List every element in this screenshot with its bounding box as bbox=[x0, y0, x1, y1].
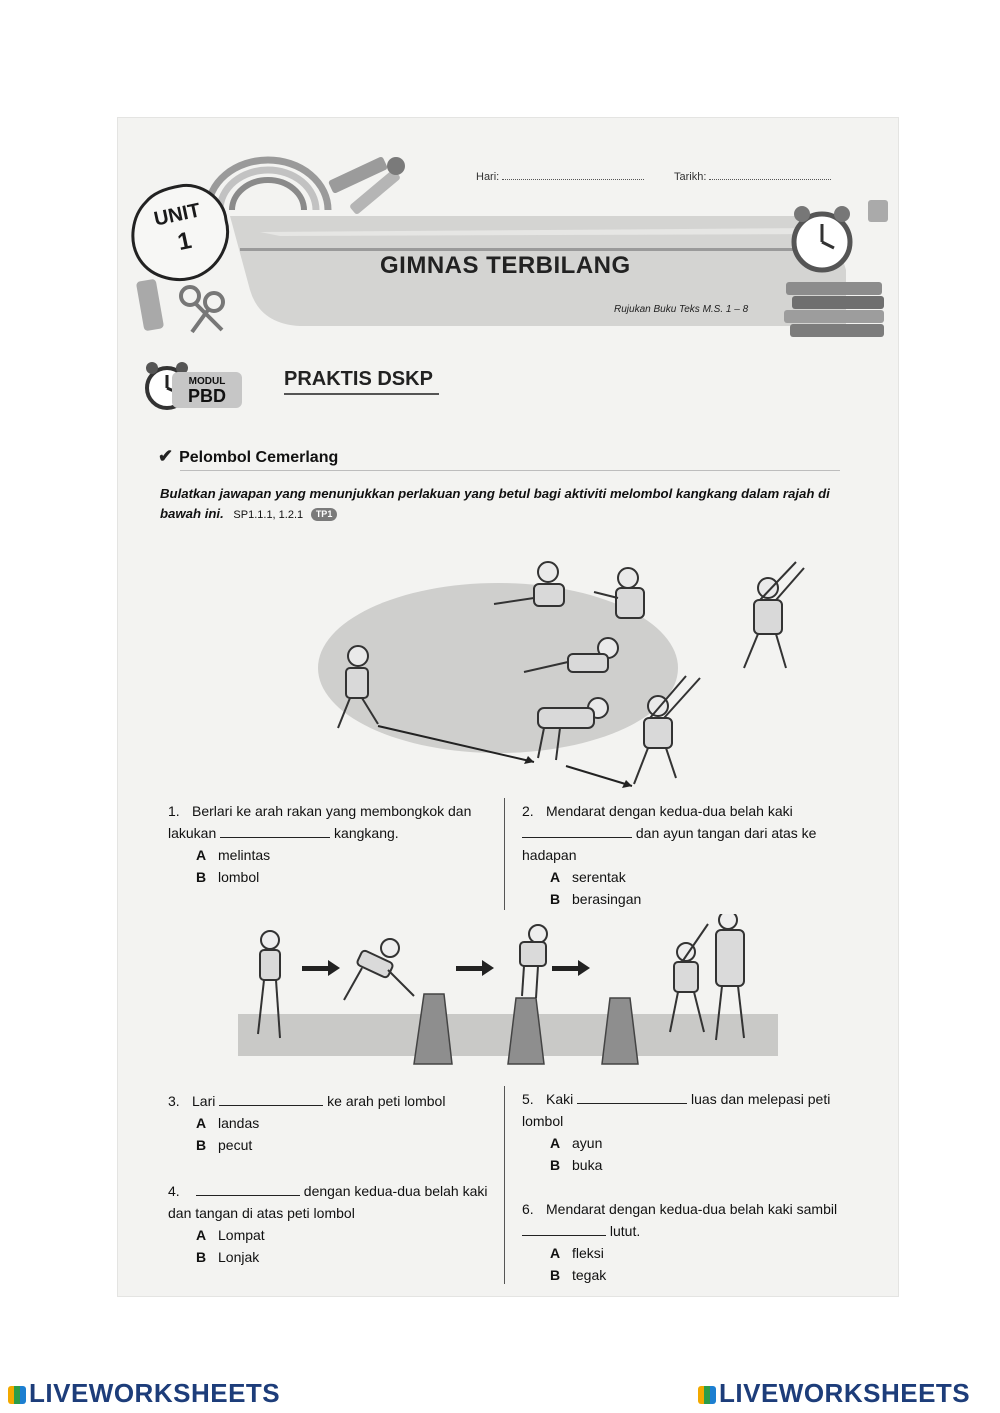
column-divider-top bbox=[504, 798, 505, 910]
q6-option-a[interactable]: A fleksi bbox=[550, 1245, 604, 1261]
checkmark-icon: ✔ bbox=[158, 446, 174, 466]
q6-option-b[interactable]: B tegak bbox=[550, 1267, 607, 1283]
leapfrog-illustration bbox=[298, 558, 818, 798]
q5-answer-blank[interactable] bbox=[577, 1090, 687, 1104]
worksheet-page bbox=[118, 118, 898, 1296]
instruction bbox=[160, 484, 850, 525]
textbook-reference: Rujukan Buku Teks M.S. 1 – 8 bbox=[614, 304, 749, 315]
q4-option-b[interactable]: B Lonjak bbox=[196, 1249, 260, 1265]
q3-text-after: ke arah peti lombol bbox=[327, 1093, 446, 1109]
hari-blank[interactable] bbox=[502, 170, 644, 180]
q5-option-b[interactable]: B buka bbox=[550, 1157, 603, 1173]
brand-right-text: LIVEWORKSHEETS bbox=[719, 1378, 971, 1408]
q6-text-before: Mendarat dengan kedua-dua belah kaki sambil bbox=[546, 1201, 838, 1217]
q5-text-after: luas dan melepasi peti lombol bbox=[522, 1091, 831, 1129]
q4-answer-blank[interactable] bbox=[196, 1182, 300, 1196]
q5-number: 5. bbox=[522, 1091, 534, 1107]
section-divider bbox=[180, 470, 840, 471]
q1-text-before: Berlari ke arah rakan yang membongkok dan lakukan bbox=[168, 803, 472, 841]
q2-number: 2. bbox=[522, 803, 534, 819]
q6-text-after: lutut. bbox=[609, 1223, 641, 1239]
vaulting-box-illustration bbox=[238, 914, 778, 1074]
q3-number: 3. bbox=[168, 1093, 180, 1109]
q4-text-after: dengan kedua-dua belah kaki dan tangan di atas peti lombol bbox=[168, 1183, 488, 1221]
q1-number: 1. bbox=[168, 803, 180, 819]
praktis-heading: PRAKTIS DSKP bbox=[284, 368, 439, 395]
crayon-scissors-decoration bbox=[130, 272, 240, 336]
q2-text-before: Mendarat dengan kedua-dua belah kaki bbox=[546, 803, 793, 819]
q5-text-before: Kaki bbox=[546, 1091, 574, 1107]
unit-label: UNIT bbox=[152, 199, 203, 231]
q1-answer-blank[interactable] bbox=[220, 824, 330, 838]
q1-option-a[interactable]: A melintas bbox=[196, 847, 271, 863]
question-6 bbox=[522, 1198, 852, 1286]
unit-badge bbox=[128, 180, 232, 286]
q2-answer-blank[interactable] bbox=[522, 824, 632, 838]
tp-badge: TP1 bbox=[311, 508, 338, 521]
q6-answer-blank[interactable] bbox=[522, 1222, 606, 1236]
unit-number: 1 bbox=[175, 226, 194, 257]
q3-text-before: Lari bbox=[192, 1093, 216, 1109]
page-title: GIMNAS TERBILANG bbox=[380, 252, 631, 279]
q2-text-after: dan ayun tangan dari atas ke hadapan bbox=[522, 825, 817, 863]
q3-option-a[interactable]: A landas bbox=[196, 1115, 260, 1131]
tarikh-field bbox=[674, 170, 831, 183]
question-2 bbox=[522, 800, 852, 910]
q6-number: 6. bbox=[522, 1201, 534, 1217]
liveworksheets-logo-left bbox=[8, 1378, 280, 1409]
question-3 bbox=[168, 1090, 498, 1156]
question-1 bbox=[168, 800, 488, 888]
instruction-text: Bulatkan jawapan yang menunjukkan perlakuan yang betul bagi aktiviti melombol kangkang dalam rajah di bawah ini. bbox=[160, 486, 830, 521]
brand-left-text: LIVEWORKSHEETS bbox=[29, 1378, 281, 1408]
q4-number: 4. bbox=[168, 1183, 180, 1199]
pbd-label: PBD bbox=[187, 386, 226, 406]
liveworksheets-icon bbox=[698, 1386, 716, 1404]
hari-label: Hari: bbox=[476, 171, 500, 183]
column-divider-bottom bbox=[504, 1086, 505, 1284]
section-heading bbox=[158, 446, 338, 467]
q2-option-a[interactable]: A serentak bbox=[550, 869, 626, 885]
liveworksheets-icon bbox=[8, 1386, 26, 1404]
instruction-ref: SP1.1.1, 1.2.1 bbox=[233, 509, 304, 521]
tarikh-blank[interactable] bbox=[709, 170, 831, 180]
q2-option-b[interactable]: B berasingan bbox=[550, 891, 642, 907]
q4-option-a[interactable]: A Lompat bbox=[196, 1227, 265, 1243]
hari-field bbox=[476, 170, 644, 183]
question-4 bbox=[168, 1180, 498, 1268]
q1-text-after: kangkang. bbox=[334, 825, 399, 841]
modul-label: MODUL bbox=[188, 376, 226, 387]
section-title: Pelombol Cemerlang bbox=[179, 449, 339, 466]
q5-option-a[interactable]: A ayun bbox=[550, 1135, 603, 1151]
liveworksheets-logo-right bbox=[698, 1378, 970, 1409]
question-5 bbox=[522, 1088, 852, 1176]
clock-books-decoration bbox=[782, 194, 894, 340]
tarikh-label: Tarikh: bbox=[674, 171, 707, 183]
modul-pbd-badge bbox=[172, 372, 242, 408]
q3-option-b[interactable]: B pecut bbox=[196, 1137, 253, 1153]
q1-option-b[interactable]: B lombol bbox=[196, 869, 260, 885]
q3-answer-blank[interactable] bbox=[219, 1092, 323, 1106]
